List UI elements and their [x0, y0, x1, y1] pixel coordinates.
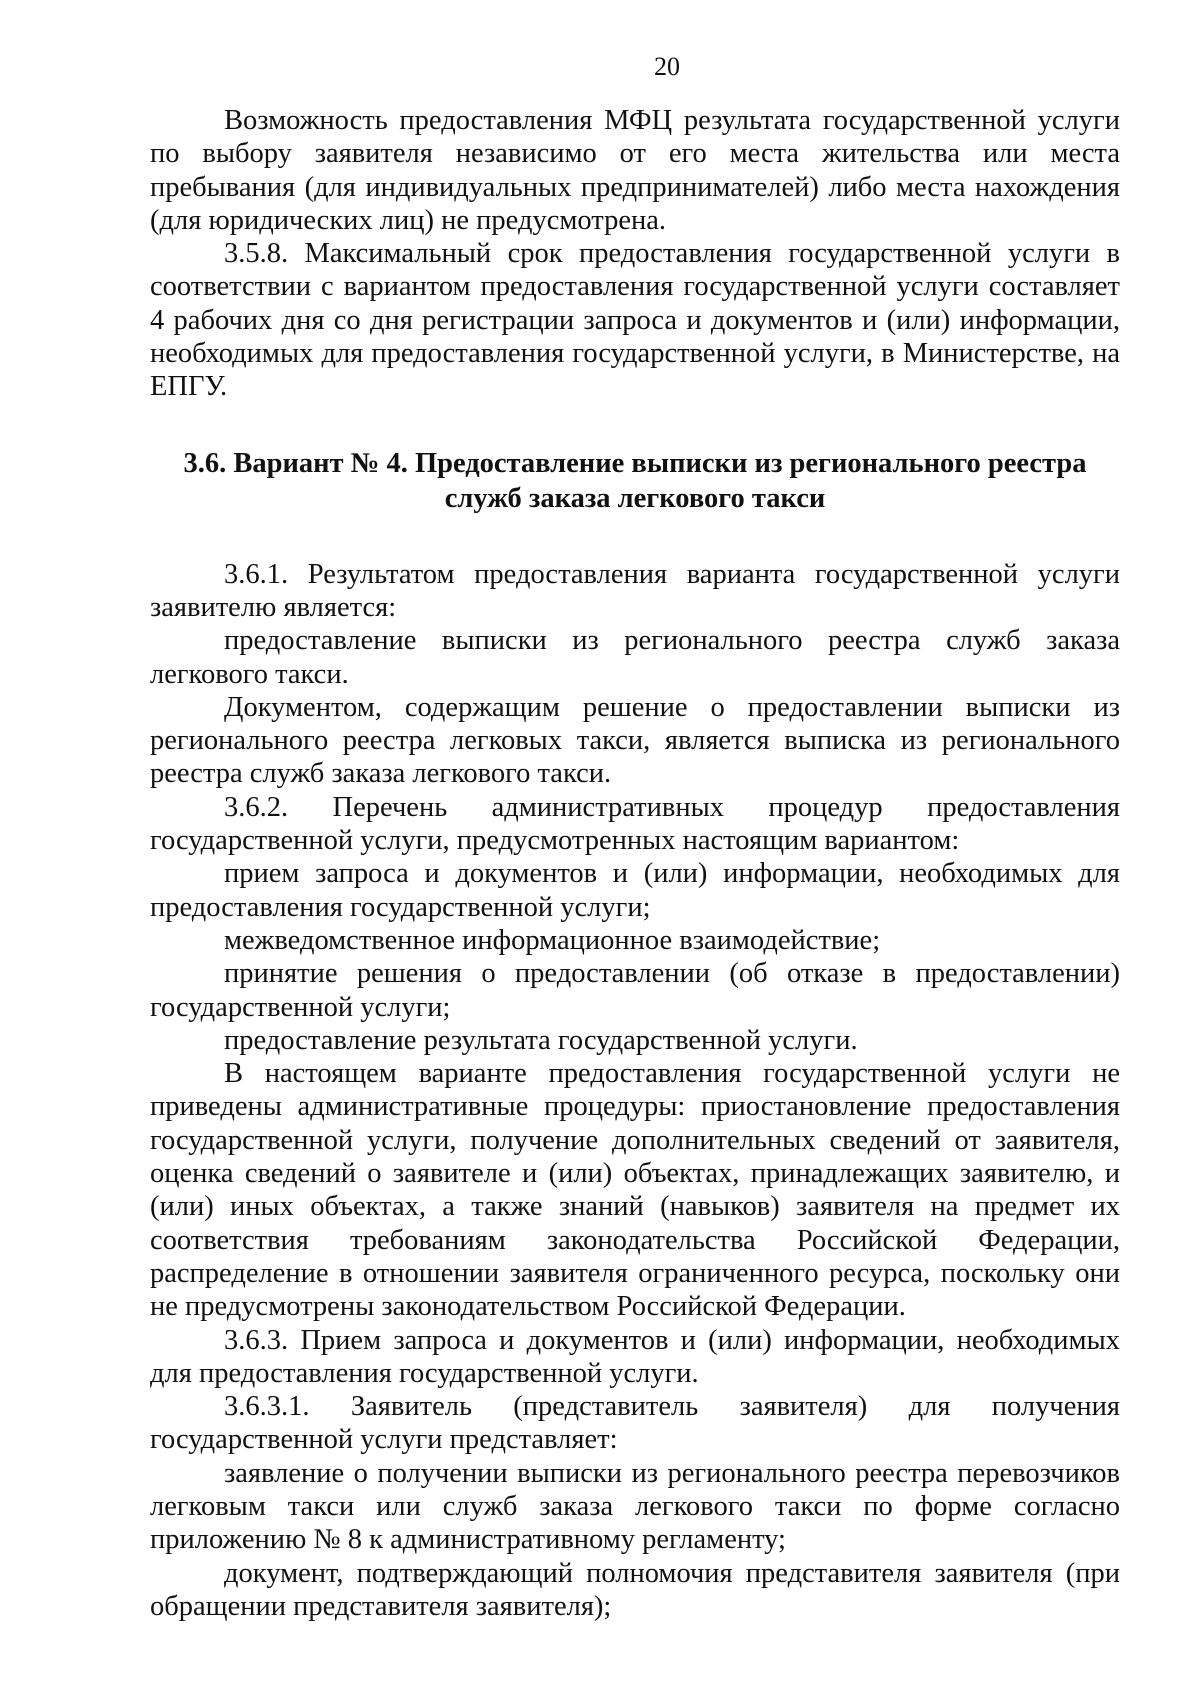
list-item: прием запроса и документов и (или) информации, необходимых для предоставления государственной услуги;	[150, 858, 1120, 923]
section-heading-line: 3.6. Вариант № 4. Предоставление выписки из регионального реестра	[183, 447, 1087, 479]
list-item: документ, подтверждающий полномочия представителя заявителя (при обращении представителя заявителя);	[150, 1557, 1120, 1622]
section-heading	[150, 446, 1120, 516]
paragraph: предоставление выписки из регионального реестра служб заказа легкового такси.	[150, 625, 1120, 690]
paragraph: Документом, содержащим решение о предоставлении выписки из регионального реестра легковых такси, является выписка из регионального реестра служб заказа легкового такси.	[150, 691, 1120, 790]
list-item: принятие решения о предоставлении (об отказе в предоставлении) государственной услуги;	[150, 958, 1120, 1023]
paragraph: 3.5.8. Максимальный срок предоставления государственной услуги в соответствии с вариантом предоставления государственной услуги составляет 4 рабочих дня со дня регистрации запроса и документов и (или) информации, необходимых для предоставления государственной услуги, в Министерстве, на ЕПГУ.	[150, 238, 1120, 403]
document-body	[150, 104, 1120, 1623]
section-heading-line: служб заказа легкового такси	[444, 482, 826, 514]
paragraph: В настоящем варианте предоставления государственной услуги не приведены административные процедуры: приостановление предоставления государственной услуги, получение дополнительных сведений от заявителя, оценка сведений о заявителе и (или) объектах, принадлежащих заявителю, и (или) иных объектах, а также знаний (навыков) заявителя на предмет их соответствия требованиям законодательства Российской Федерации, распределение в отношении заявителя ограниченного ресурса, поскольку они не предусмотрены законодательством Российской Федерации.	[150, 1058, 1120, 1323]
paragraph: 3.6.3. Прием запроса и документов и (или) информации, необходимых для предоставления государственной услуги.	[150, 1324, 1120, 1389]
paragraph: 3.6.2. Перечень административных процедур предоставления государственной услуги, предусмотренных настоящим вариантом:	[150, 791, 1120, 857]
list-item: предоставление результата государственной услуги.	[224, 1024, 858, 1056]
paragraph: 3.6.3.1. Заявитель (представитель заявителя) для получения государственной услуги представляет:	[150, 1391, 1120, 1456]
paragraph: 3.6.1. Результатом предоставления варианта государственной услуги заявителю является:	[150, 558, 1120, 623]
page-number: 20	[654, 52, 680, 81]
list-item: заявление о получении выписки из регионального реестра перевозчиков легковым такси или служб заказа легкового такси по форме согласно приложению № 8 к административному регламенту;	[150, 1457, 1120, 1556]
paragraph: Возможность предоставления МФЦ результата государственной услуги по выбору заявителя независимо от его места жительства или места пребывания (для индивидуальных предпринимателей) либо места нахождения (для юридических лиц) не предусмотрена.	[150, 105, 1120, 236]
list-item: межведомственное информационное взаимодействие;	[224, 924, 881, 956]
